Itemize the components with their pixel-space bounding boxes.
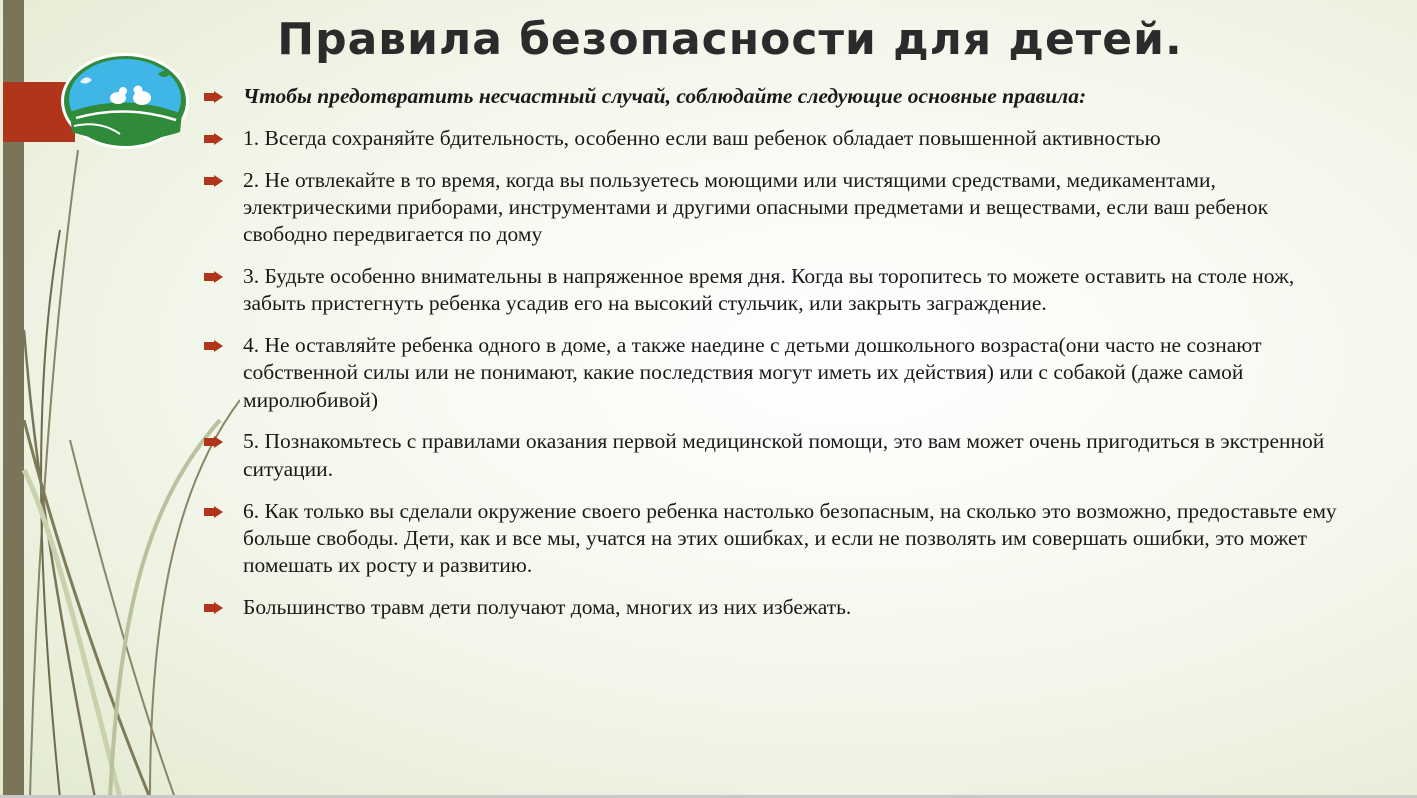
arrow-bullet-icon bbox=[204, 175, 223, 187]
list-item bbox=[204, 167, 1344, 249]
list-item-intro bbox=[204, 83, 1344, 110]
rule-text: 1. Всегда сохраняйте бдительность, особенно если ваш ребенок обладает повышенной активностью bbox=[243, 125, 1161, 150]
rule-text: 6. Как только вы сделали окружение своего ребенка настолько безопасным, на сколько это возможно, предоставьте ему больше свободы. Дети, как и все мы, учатся на этих ошибках, и если не позволять им совершать ошибки, это может помешать их росту и развитию. bbox=[243, 498, 1337, 578]
birds-on-branch-logo bbox=[60, 52, 190, 150]
list-item bbox=[204, 125, 1344, 152]
list-item bbox=[204, 332, 1344, 414]
rules-list bbox=[204, 83, 1344, 621]
list-item bbox=[204, 428, 1344, 483]
arrow-bullet-icon bbox=[204, 271, 223, 283]
rule-text: Большинство травм дети получают дома, многих из них избежать. bbox=[243, 594, 852, 619]
arrow-bullet-icon bbox=[204, 340, 223, 352]
arrow-bullet-icon bbox=[204, 436, 223, 448]
arrow-bullet-icon bbox=[204, 133, 223, 145]
rule-text: 2. Не отвлекайте в то время, когда вы пользуетесь моющими или чистящими средствами, медикаментами, электрическими приборами, инструментами и другими опасными предметами и веществами, если ваш ребенок свободно передвигается по дому bbox=[243, 167, 1269, 247]
intro-text: Чтобы предотвратить несчастный случай, соблюдайте следующие основные правила: bbox=[243, 84, 1087, 108]
slide-title: Правила безопасности для детей. bbox=[277, 14, 1183, 65]
arrow-bullet-icon bbox=[204, 506, 223, 518]
rule-text: 4. Не оставляйте ребенка одного в доме, а также наедине с детьми дошкольного возраста(они часто не сознают собственной силы или не понимают, какие последствия могут иметь их действия) или с собакой (даже самой миролюбивой) bbox=[243, 333, 1262, 412]
list-item bbox=[204, 263, 1344, 318]
list-item bbox=[204, 498, 1344, 580]
arrow-bullet-icon bbox=[204, 602, 223, 614]
list-item bbox=[204, 594, 1344, 621]
rule-text: 5. Познакомьтесь с правилами оказания первой медицинской помощи, это вам может очень пригодиться в экстренной ситуации. bbox=[243, 429, 1325, 481]
rule-text: 3. Будьте особенно внимательны в напряженное время дня. Когда вы торопитесь то можете оставить на столе нож, забыть пристегнуть ребенка усадив его на высокий стульчик, или закрыть заграждение. bbox=[243, 263, 1295, 316]
arrow-bullet-icon bbox=[204, 91, 223, 103]
